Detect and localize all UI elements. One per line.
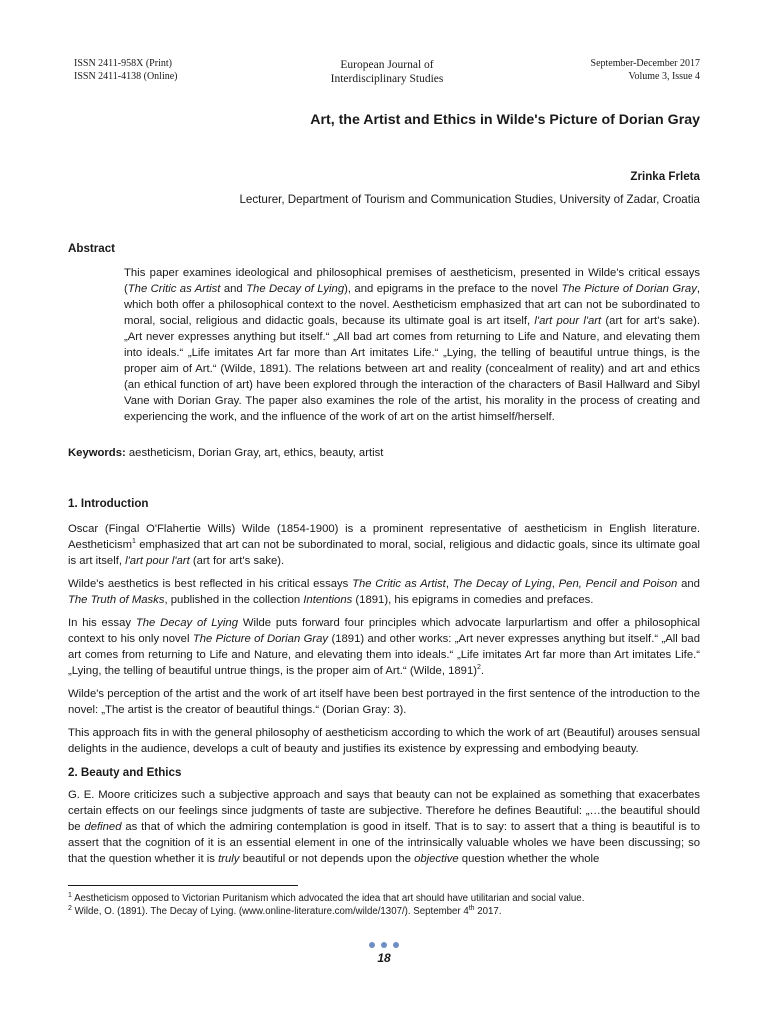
issue-date: September-December 2017 bbox=[590, 58, 700, 69]
volume-issue: Volume 3, Issue 4 bbox=[628, 70, 700, 82]
body-text: Wilde's aesthetics is best reflected in his critical essays bbox=[68, 578, 353, 590]
beauty-paragraph-1 bbox=[68, 787, 700, 867]
footnote-ref-2[interactable]: 2 bbox=[477, 664, 481, 672]
body-italic: Pen, Pencil and Poison bbox=[558, 578, 678, 590]
intro-paragraph-3 bbox=[68, 615, 700, 679]
page-number: 18 bbox=[377, 951, 391, 965]
article-title: Art, the Artist and Ethics in Wilde's Picture of Dorian Gray bbox=[310, 112, 700, 128]
intro-paragraph-5: This approach fits in with the general philosophy of aestheticism according to which the work of art (Beautiful) arouses sensual delights in the audience, develops a cult of beauty and justifies its existence by expressing and embodying beauty. bbox=[68, 727, 700, 755]
issn-online: ISSN 2411-4138 (Online) bbox=[74, 70, 178, 82]
ornament-dot bbox=[369, 942, 375, 948]
body-italic: The Picture of Dorian Gray bbox=[192, 633, 329, 645]
body-text: In his essay bbox=[68, 617, 136, 629]
body-text: Oscar (Fingal O'Flahertie Wills) Wilde (1854-1900) is a prominent representative of aestheticism in English literature. Aestheticism bbox=[68, 523, 700, 551]
main-body bbox=[68, 496, 700, 874]
keywords-text: aestheticism, Dorian Gray, art, ethics, beauty, artist bbox=[125, 447, 384, 459]
keywords-label: Keywords: bbox=[68, 447, 126, 459]
author-affiliation: Lecturer, Department of Tourism and Communication Studies, University of Zadar, Croatia bbox=[239, 193, 700, 206]
body-italic: The Decay of Lying bbox=[452, 578, 552, 590]
abstract-body bbox=[124, 265, 700, 425]
footnote-1 bbox=[68, 892, 700, 905]
body-text: Wilde puts forward four principles which advocate larpurlartism and offer a philosophical context to his only novel bbox=[68, 617, 700, 645]
section-heading-introduction: 1. Introduction bbox=[68, 497, 149, 510]
footnote-text: Wilde, O. (1891). The Decay of Lying. (www.online-literature.com/wilde/1307/). September 4 bbox=[71, 906, 469, 917]
abstract-text: and bbox=[220, 283, 247, 295]
intro-paragraph-4: Wilde's perception of the artist and the work of art itself have been best portrayed in the first sentence of the introduction to the novel: „The artist is the creator of beautiful things.“ (Dorian Gray: 3). bbox=[68, 688, 700, 716]
body-text: (art for art's sake). bbox=[189, 555, 285, 567]
body-text: (1891), his epigrams in comedies and prefaces. bbox=[352, 594, 594, 606]
ornament-dot bbox=[381, 942, 387, 948]
body-text: G. E. Moore criticizes such a subjective approach and says that beauty can not be explained as something that exacerbates certain effects on our feelings since judgments of taste are subjective. Therefore he defines Beautiful: „…the beautiful should be bbox=[68, 789, 700, 833]
body-italic: The Truth of Masks bbox=[68, 594, 165, 606]
body-text: , bbox=[551, 578, 559, 590]
abstract-heading: Abstract bbox=[68, 242, 116, 255]
abstract-italic: The Picture of Dorian Gray bbox=[561, 283, 697, 295]
footnotes bbox=[68, 892, 700, 918]
section-heading-beauty-ethics: 2. Beauty and Ethics bbox=[68, 766, 182, 779]
body-text: question whether the whole bbox=[458, 853, 600, 865]
author-name: Zrinka Frleta bbox=[630, 170, 700, 183]
body-text: as that of which the admiring contemplation is good in itself. That is to say: to assert that a thing is beautiful is to assert that the cognition of it is an essential element in one of the intrinsically valuable wholes we have been discussing; so that the question whether it is bbox=[68, 821, 700, 865]
ornament-dot bbox=[393, 942, 399, 948]
body-italic: The Decay of Lying bbox=[135, 617, 238, 629]
body-text: and bbox=[677, 578, 700, 590]
footnote-2 bbox=[68, 905, 700, 918]
body-italic: l'art pour l'art bbox=[125, 555, 190, 567]
intro-paragraph-1 bbox=[68, 521, 700, 569]
footnote-superscript: th bbox=[468, 904, 475, 912]
page-ornament bbox=[0, 942, 768, 948]
abstract-italic: The Decay of Lying bbox=[246, 283, 345, 295]
body-text: emphasized that art can not be subordinated to moral, social, religious and didactic goals, since its ultimate goal is art itself, bbox=[68, 539, 700, 567]
abstract-text: (art for art's sake). „Art never expresses anything but itself.“ „All bad art comes from returning to Life and Nature, and elevating them into ideals.“ „Life imitates Art far more than Art imitates Life.“ „Lying, the telling of beautiful untrue things, is the proper aim of Art.“ (Wilde, 1891). The relations between art and reality (concealment of reality) and art and ethics (an ethical function of art) have been explored through the interaction of the characters of Basil Hallward and Sibyl Vane with Dorian Gray. The paper also examines the role of the artist, his morality in the process of creating and experiencing the work, and the influence of the work of art on the artist himself/herself. bbox=[124, 315, 700, 423]
issn-print: ISSN 2411-958X (Print) bbox=[74, 58, 172, 69]
body-italic: defined bbox=[84, 821, 122, 833]
body-text: . bbox=[480, 665, 485, 677]
abstract-text: This paper examines ideological and philosophical premises of aestheticism, presented in Wilde's critical essays ( bbox=[124, 267, 700, 295]
footnote-number: 1 bbox=[68, 891, 72, 899]
keywords-line bbox=[68, 447, 700, 459]
journal-name-line1: European Journal of bbox=[340, 59, 434, 71]
footnote-ref-1[interactable]: 1 bbox=[132, 538, 136, 546]
footnote-text: Aestheticism opposed to Victorian Puritanism which advocated the idea that art should have utilitarian and social value. bbox=[71, 893, 585, 904]
running-header bbox=[74, 58, 700, 88]
intro-paragraph-2 bbox=[68, 576, 700, 608]
footnote-text: 2017. bbox=[474, 906, 502, 917]
abstract-italic: l'art pour l'art bbox=[534, 315, 602, 327]
footnote-number: 2 bbox=[68, 904, 72, 912]
body-italic: truly bbox=[218, 853, 240, 865]
abstract-italic: The Critic as Artist bbox=[127, 283, 221, 295]
body-italic: The Critic as Artist bbox=[352, 578, 446, 590]
body-text: , published in the collection bbox=[164, 594, 304, 606]
body-italic: objective bbox=[414, 853, 459, 865]
body-text: (1891) and other works: „Art never expresses anything but itself.“ „All bad art comes from returning to Life and Nature, and elevating them into ideals.“ „Life imitates Art far more than Art imitates Life.“ „Lying, the telling of beautiful untrue things, is the proper aim of Art.“ (Wilde, 1891) bbox=[68, 633, 700, 677]
abstract-text: , which both offer a philosophical context to the novel. Aestheticism emphasized that art can not be subordinated to moral, social, religious and didactic goals, because its ultimate goal is art itself, bbox=[124, 283, 700, 327]
body-italic: Intentions bbox=[303, 594, 353, 606]
issue-block bbox=[591, 58, 700, 83]
journal-name-line2: Interdisciplinary Studies bbox=[330, 73, 444, 85]
body-text: beautiful or not depends upon the bbox=[239, 853, 415, 865]
footnote-divider bbox=[68, 885, 298, 886]
body-text: , bbox=[445, 578, 453, 590]
abstract-text: ), and epigrams in the preface to the novel bbox=[344, 283, 562, 295]
